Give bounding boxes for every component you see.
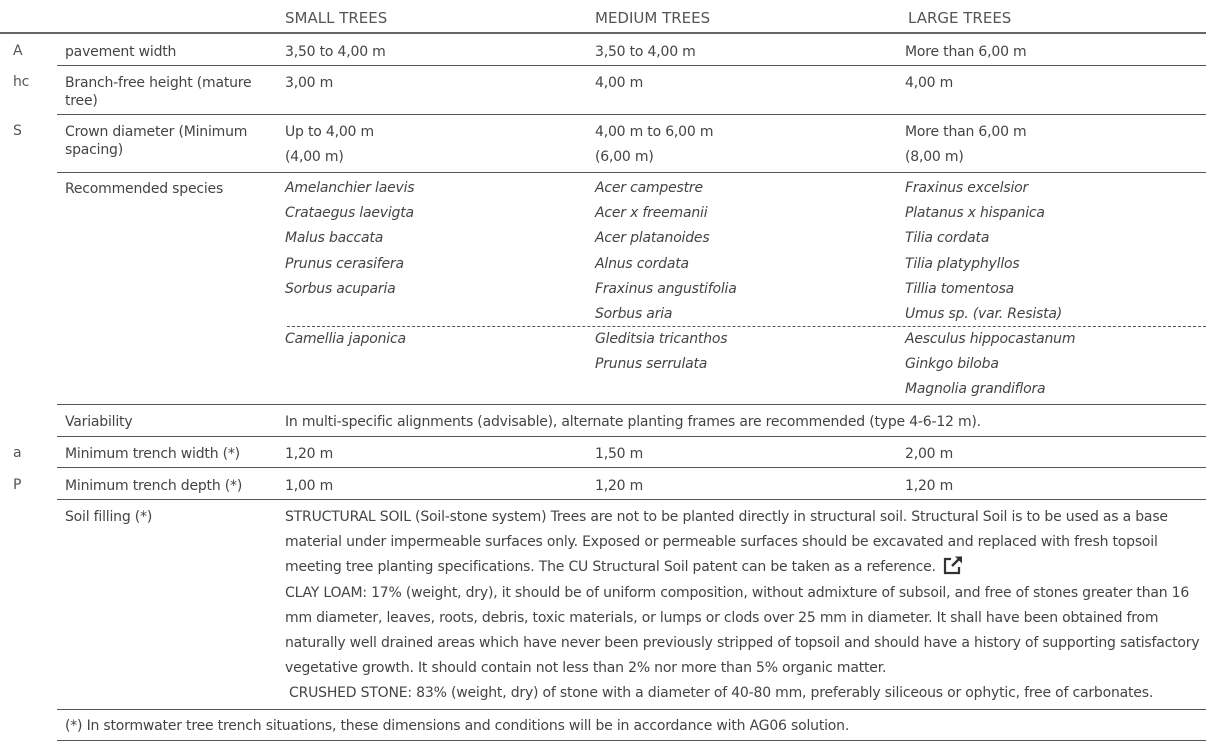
- species-item: Gleditsia tricanthos: [595, 331, 728, 347]
- variability-label: Variability: [65, 414, 133, 430]
- row-divider: [57, 172, 1206, 173]
- row-divider: [57, 436, 1206, 437]
- species-item: Tilia cordata: [905, 230, 990, 247]
- row-divider: [57, 499, 1206, 500]
- row-code-a: A: [13, 43, 23, 59]
- species-item: Sorbus aria: [595, 306, 673, 323]
- pavement-width-large: More than 6,00 m: [905, 44, 1027, 60]
- species-item: Fraxinus excelsior: [905, 180, 1029, 196]
- table-bottom-border: [57, 740, 1206, 741]
- trench-depth-label: Minimum trench depth (*): [65, 478, 243, 494]
- pavement-width-medium: 3,50 to 4,00 m: [595, 44, 696, 60]
- species-item: Malus baccata: [285, 230, 384, 247]
- header-large-trees: LARGE TREES: [908, 9, 1012, 27]
- trench-depth-medium: 1,20 m: [595, 478, 644, 494]
- recommended-species-label: Recommended species: [65, 181, 224, 197]
- row-code-a-lower: a: [13, 445, 22, 461]
- row-divider: [57, 404, 1206, 405]
- branch-free-height-medium: 4,00 m: [595, 75, 644, 91]
- trench-width-medium: 1,50 m: [595, 446, 644, 462]
- trench-width-small: 1,20 m: [285, 446, 334, 462]
- species-item: Prunus cerasifera: [285, 255, 404, 272]
- soil-stone-paragraph: CRUSHED STONE: 83% (weight, dry) of stone with a diameter of 40-80 mm, preferably siliceous or ophytic, free of carbonates.: [289, 685, 1154, 702]
- trench-depth-large: 1,20 m: [905, 478, 954, 494]
- row-divider: [57, 114, 1206, 115]
- species-item: Camellia japonica: [285, 331, 406, 347]
- species-item: Fraxinus angustifolia: [595, 280, 737, 297]
- species-item: Acer x freemanii: [595, 205, 708, 222]
- species-extra-small: [285, 327, 406, 352]
- soil-filling-text: [285, 505, 1205, 707]
- row-code-hc: hc: [13, 74, 30, 90]
- row-code-p: P: [13, 477, 22, 493]
- species-item: Magnolia grandiflora: [905, 381, 1046, 398]
- crown-diameter-label: Crown diameter (Minimum spacing): [65, 124, 248, 158]
- species-item: Crataegus laevigta: [285, 205, 414, 222]
- crown-diameter-medium: 4,00 m to 6,00 m: [595, 124, 714, 140]
- species-extra-medium: [595, 327, 727, 377]
- species-extra-large: [905, 327, 1075, 403]
- soil-structural-text: STRUCTURAL SOIL (Soil-stone system) Trees are not to be planted directly in structural soil. Structural Soil is to be used as a base material under impermeable surfaces only. Exposed or permeable surfaces should be excavated and replaced with fresh topsoil meeting tree planting specifications. The CU Structural Soil patent can be taken as a reference.: [285, 509, 1168, 576]
- branch-free-height-large: 4,00 m: [905, 75, 954, 91]
- trench-depth-small: 1,00 m: [285, 478, 334, 494]
- spacing-medium: (6,00 m): [595, 149, 654, 165]
- header-divider: [0, 32, 1206, 34]
- species-item: Aesculus hippocastanum: [905, 331, 1076, 347]
- species-item: Prunus serrulata: [595, 356, 708, 373]
- trench-width-label: Minimum trench width (*): [65, 446, 240, 462]
- row-code-s: S: [13, 123, 22, 139]
- footnote: (*) In stormwater tree trench situations, these dimensions and conditions will be in accordance with AG06 solution.: [65, 718, 850, 734]
- branch-free-height-label: Branch-free height (mature tree): [65, 75, 252, 109]
- species-item: Tilia platyphyllos: [905, 255, 1020, 272]
- species-list-medium: [595, 176, 737, 327]
- spacing-small: (4,00 m): [285, 149, 344, 165]
- trench-width-large: 2,00 m: [905, 446, 954, 462]
- species-item: Platanus x hispanica: [905, 205, 1045, 222]
- soil-structural-paragraph: [285, 505, 1205, 581]
- crown-diameter-large: More than 6,00 m: [905, 124, 1027, 140]
- branch-free-height-small: 3,00 m: [285, 75, 334, 91]
- variability-text: In multi-specific alignments (advisable), alternate planting frames are recommended (type 4-6-12 m).: [285, 414, 981, 430]
- species-list-large: [905, 176, 1062, 327]
- species-item: Umus sp. (var. Resista): [905, 306, 1063, 323]
- soil-filling-label: Soil filling (*): [65, 509, 153, 525]
- crown-diameter-small: Up to 4,00 m: [285, 124, 374, 140]
- species-item: Ginkgo biloba: [905, 356, 999, 373]
- species-item: Tillia tomentosa: [905, 280, 1015, 297]
- species-item: Sorbus acuparia: [285, 280, 396, 297]
- species-item: Alnus cordata: [595, 255, 689, 272]
- species-item: Acer platanoides: [595, 230, 710, 247]
- external-link-icon[interactable]: [942, 555, 964, 575]
- spacing-large: (8,00 m): [905, 149, 964, 165]
- species-item: Acer campestre: [595, 180, 703, 196]
- species-item: Amelanchier laevis: [285, 180, 415, 196]
- row-divider: [57, 65, 1206, 66]
- row-divider: [57, 709, 1206, 710]
- soil-clay-paragraph: CLAY LOAM: 17% (weight, dry), it should be of uniform composition, without admixture of subsoil, and free of stones greater than 16 mm diameter, leaves, roots, debris, toxic materials, or lumps or clods over 25 mm in diameter. It shall have been obtained from naturally well drained areas which have never been previously stripped of topsoil and should have a history of supporting satisfactory vegetative growth. It should contain not less than 2% nor more than 5% organic matter.: [285, 584, 1200, 677]
- pavement-width-label: pavement width: [65, 44, 177, 60]
- species-list-small: [285, 176, 414, 302]
- pavement-width-small: 3,50 to 4,00 m: [285, 44, 386, 60]
- row-divider: [57, 467, 1206, 468]
- header-small-trees: SMALL TREES: [285, 9, 388, 27]
- header-medium-trees: MEDIUM TREES: [595, 9, 711, 27]
